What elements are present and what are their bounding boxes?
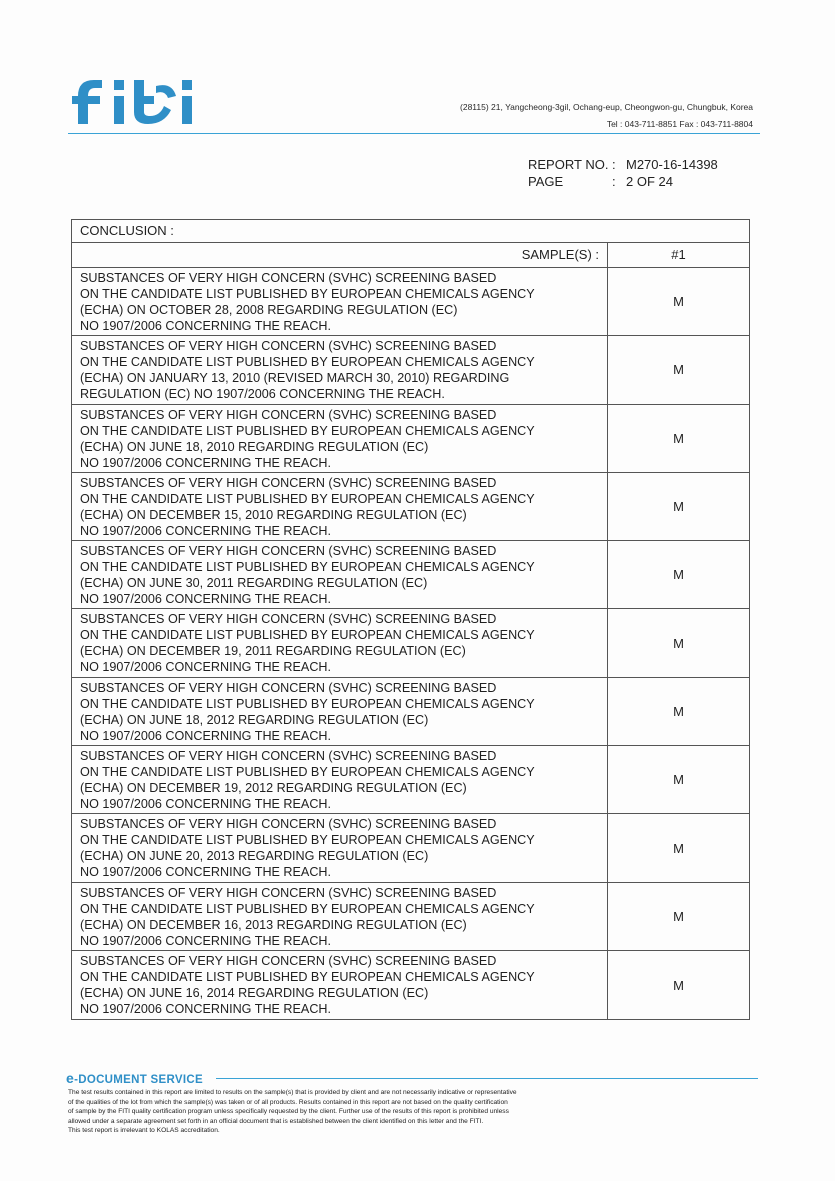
test-result: M [673, 294, 684, 310]
test-description: SUBSTANCES OF VERY HIGH CONCERN (SVHC) SCREENING BASED ON THE CANDIDATE LIST PUBLISHED BY EUROPEAN CHEMICALS AGENCY (ECHA) ON OCTOBER 28, 2008 REGARDING REGULATION (EC) NO 1907/2006 CONCERNING THE REACH. [72, 268, 608, 335]
service-label: -DOCUMENT SERVICE [74, 1074, 203, 1086]
contact-line: Tel : 043-711-8851 Fax : 043-711-8804 [606, 119, 753, 129]
test-description: SUBSTANCES OF VERY HIGH CONCERN (SVHC) SCREENING BASED ON THE CANDIDATE LIST PUBLISHED BY EUROPEAN CHEMICALS AGENCY (ECHA) ON DECEMBER 19, 2011 REGARDING REGULATION (EC) NO 1907/2006 CONCERNING THE REACH. [72, 609, 608, 676]
disclaimer-line: The test results contained in this report are limited to results on the sample(s) that is provided by client and are not necessarily indicative or representative [68, 1089, 517, 1096]
conclusion-table [71, 219, 750, 1020]
e-document-service-title [66, 1070, 203, 1086]
test-description: SUBSTANCES OF VERY HIGH CONCERN (SVHC) SCREENING BASED ON THE CANDIDATE LIST PUBLISHED BY EUROPEAN CHEMICALS AGENCY (ECHA) ON DECEMBER 15, 2010 REGARDING REGULATION (EC) NO 1907/2006 CONCERNING THE REACH. [72, 473, 608, 540]
table-row [72, 883, 749, 951]
test-result: M [673, 703, 684, 719]
page-value: 2 OF 24 [626, 174, 673, 189]
test-description: SUBSTANCES OF VERY HIGH CONCERN (SVHC) SCREENING BASED ON THE CANDIDATE LIST PUBLISHED BY EUROPEAN CHEMICALS AGENCY (ECHA) ON DECEMBER 16, 2013 REGARDING REGULATION (EC) NO 1907/2006 CONCERNING THE REACH. [72, 883, 608, 950]
e-prefix: e [66, 1070, 75, 1086]
disclaimer-line: allowed under a separate agreement set forth in an official document that is established between the client identified on this letter and the FITI. [68, 1117, 484, 1125]
fiti-logo-mark [68, 66, 208, 128]
footer-divider [216, 1078, 758, 1079]
test-description: SUBSTANCES OF VERY HIGH CONCERN (SVHC) SCREENING BASED ON THE CANDIDATE LIST PUBLISHED BY EUROPEAN CHEMICALS AGENCY (ECHA) ON JUNE 20, 2013 REGARDING REGULATION (EC) NO 1907/2006 CONCERNING THE REACH. [72, 814, 608, 881]
header-divider [68, 133, 760, 134]
table-row [72, 814, 749, 882]
test-description: SUBSTANCES OF VERY HIGH CONCERN (SVHC) SCREENING BASED ON THE CANDIDATE LIST PUBLISHED BY EUROPEAN CHEMICALS AGENCY (ECHA) ON JUNE 30, 2011 REGARDING REGULATION (EC) NO 1907/2006 CONCERNING THE REACH. [72, 541, 608, 608]
conclusion-heading: CONCLUSION : [72, 220, 749, 243]
table-row [72, 951, 749, 1019]
sample-id: #1 [671, 247, 686, 262]
test-description: SUBSTANCES OF VERY HIGH CONCERN (SVHC) SCREENING BASED ON THE CANDIDATE LIST PUBLISHED BY EUROPEAN CHEMICALS AGENCY (ECHA) ON JANUARY 13, 2010 (REVISED MARCH 30, 2010) REGARDING REGULATION (EC) NO 1907/2006 CONCERNING THE REACH. [72, 336, 608, 403]
test-result: M [673, 772, 684, 788]
table-row [72, 405, 749, 473]
report-number-row [528, 156, 718, 173]
test-description: SUBSTANCES OF VERY HIGH CONCERN (SVHC) SCREENING BASED ON THE CANDIDATE LIST PUBLISHED BY EUROPEAN CHEMICALS AGENCY (ECHA) ON JUNE 16, 2014 REGARDING REGULATION (EC) NO 1907/2006 CONCERNING THE REACH. [72, 951, 608, 1019]
test-result: M [673, 430, 684, 446]
test-result: M [673, 977, 684, 993]
report-no-value: M270-16-14398 [626, 157, 718, 172]
fiti-logo [68, 66, 208, 128]
test-result: M [673, 362, 684, 378]
page-label: PAGE [528, 174, 564, 189]
disclaimer-line: of the qualities of the lot from which the sample(s) was taken or of all products. Results contained in this report are not based on the quality certification [68, 1098, 508, 1106]
table-row [72, 746, 749, 814]
disclaimer-line: This test report is irrelevant to KOLAS accreditation. [68, 1127, 220, 1134]
report-info [528, 156, 718, 190]
table-row [72, 541, 749, 609]
page-row [528, 173, 718, 190]
test-result: M [673, 908, 684, 924]
company-address [460, 99, 753, 133]
test-result: M [673, 840, 684, 856]
table-row [72, 268, 749, 336]
test-result: M [673, 567, 684, 583]
sample-label: SAMPLE(S) : [72, 243, 608, 267]
disclaimer-line: of sample by the FITI quality certification program unless specifically requested by the client. Further use of the results of this report is prohibited unless [68, 1108, 509, 1115]
test-result: M [673, 635, 684, 651]
test-description: SUBSTANCES OF VERY HIGH CONCERN (SVHC) SCREENING BASED ON THE CANDIDATE LIST PUBLISHED BY EUROPEAN CHEMICALS AGENCY (ECHA) ON JUNE 18, 2012 REGARDING REGULATION (EC) NO 1907/2006 CONCERNING THE REACH. [72, 678, 608, 745]
table-row [72, 678, 749, 746]
table-row [72, 473, 749, 541]
page-separator: : [612, 174, 616, 189]
address-line: (28115) 21, Yangcheong-3gil, Ochang-eup, Cheongwon-gu, Chungbuk, Korea [460, 102, 753, 112]
table-row [72, 336, 749, 404]
report-no-separator: : [612, 157, 616, 172]
report-no-label: REPORT NO. [528, 157, 609, 172]
table-header [72, 243, 749, 268]
disclaimer [68, 1088, 668, 1136]
test-description: SUBSTANCES OF VERY HIGH CONCERN (SVHC) SCREENING BASED ON THE CANDIDATE LIST PUBLISHED BY EUROPEAN CHEMICALS AGENCY (ECHA) ON JUNE 18, 2010 REGARDING REGULATION (EC) NO 1907/2006 CONCERNING THE REACH. [72, 405, 608, 472]
test-result: M [673, 499, 684, 515]
test-description: SUBSTANCES OF VERY HIGH CONCERN (SVHC) SCREENING BASED ON THE CANDIDATE LIST PUBLISHED BY EUROPEAN CHEMICALS AGENCY (ECHA) ON DECEMBER 19, 2012 REGARDING REGULATION (EC) NO 1907/2006 CONCERNING THE REACH. [72, 746, 608, 813]
table-row [72, 609, 749, 677]
